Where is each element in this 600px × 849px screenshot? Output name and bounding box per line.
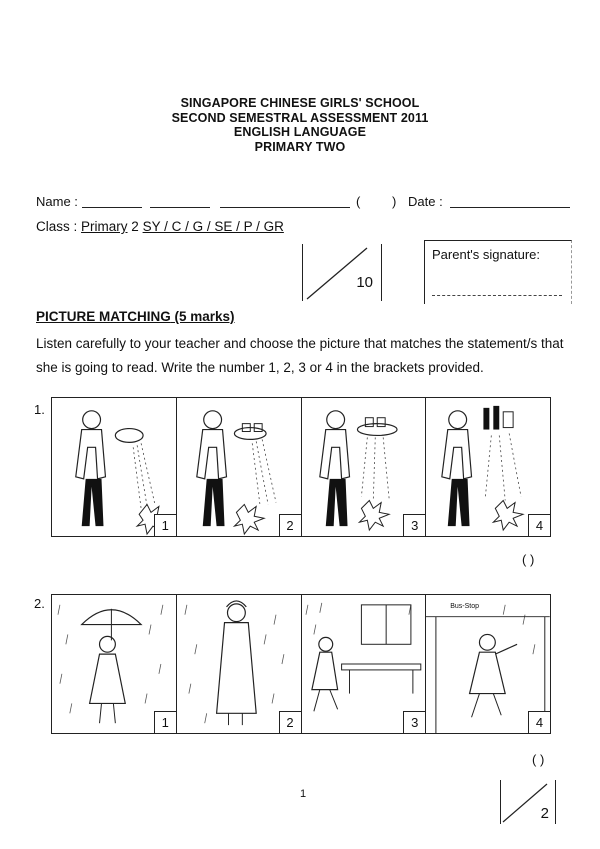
name-field-2[interactable] [150,196,210,208]
question-number: 2. [34,596,45,611]
instructions: Listen carefully to your teacher and choose the picture that matches the statement/s that she is going to read. Write the number 1, 2, 3 or 4 in the brackets provided. [36,336,564,375]
question-number: 1. [34,402,45,417]
score-slash [303,244,383,301]
register-paren-close: ) [392,194,397,209]
page-score-total: 2 [540,805,549,822]
class-label: Class : [36,219,78,234]
question-2-panel[interactable] [177,595,302,733]
answer-bracket[interactable]: ( ) [532,752,545,767]
class-level: 2 [131,219,139,234]
parent-signature-field[interactable] [432,286,562,296]
level-title: PRIMARY TWO [254,139,346,154]
page-number: 1 [300,788,307,800]
question-2-panel[interactable] [302,595,427,733]
class-options: SY / C / G / SE / P / GR [142,219,284,234]
question-1-panel[interactable] [52,398,177,536]
panel-number: 1 [154,514,176,536]
panel-number: 3 [403,514,425,536]
section-marks: (5 marks) [174,309,235,324]
school-name: SINGAPORE CHINESE GIRLS' SCHOOL [180,96,420,110]
assessment-title: SECOND SEMESTRAL ASSESSMENT 2011 [171,110,429,125]
question-1-picture-strip [51,397,551,537]
question-1-panel[interactable] [177,398,302,536]
question-2-panel[interactable] [52,595,177,733]
panel-number: 4 [528,711,550,733]
panel-number: 3 [403,711,425,733]
question-1-panel[interactable] [302,398,427,536]
question-1-panel[interactable] [426,398,550,536]
page-score-box [500,780,556,824]
score-total: 10 [356,274,373,291]
panel-number: 2 [279,514,301,536]
section-name: PICTURE MATCHING [36,309,171,324]
question-2-panel[interactable] [426,595,550,733]
panel-number: 1 [154,711,176,733]
subject-title: ENGLISH LANGUAGE [233,125,367,139]
section-title [36,309,235,324]
score-box [302,244,382,301]
class-primary: Primary [81,219,128,234]
date-label: Date : [408,194,443,209]
bus-stop-sign: Bus-Stop [450,603,480,610]
parent-signature-box [424,240,572,304]
name-label: Name : [36,194,78,209]
answer-bracket[interactable]: ( ) [522,552,535,567]
register-paren-open: ( [356,194,361,209]
question-2-picture-strip [51,594,551,734]
panel-number: 2 [279,711,301,733]
class-row [36,219,284,234]
school-header [0,96,600,154]
panel-number: 4 [528,514,550,536]
parent-signature-label: Parent's signature: [432,247,540,262]
name-field-3[interactable] [220,196,350,208]
date-field[interactable] [450,196,570,208]
name-field[interactable] [82,196,142,208]
